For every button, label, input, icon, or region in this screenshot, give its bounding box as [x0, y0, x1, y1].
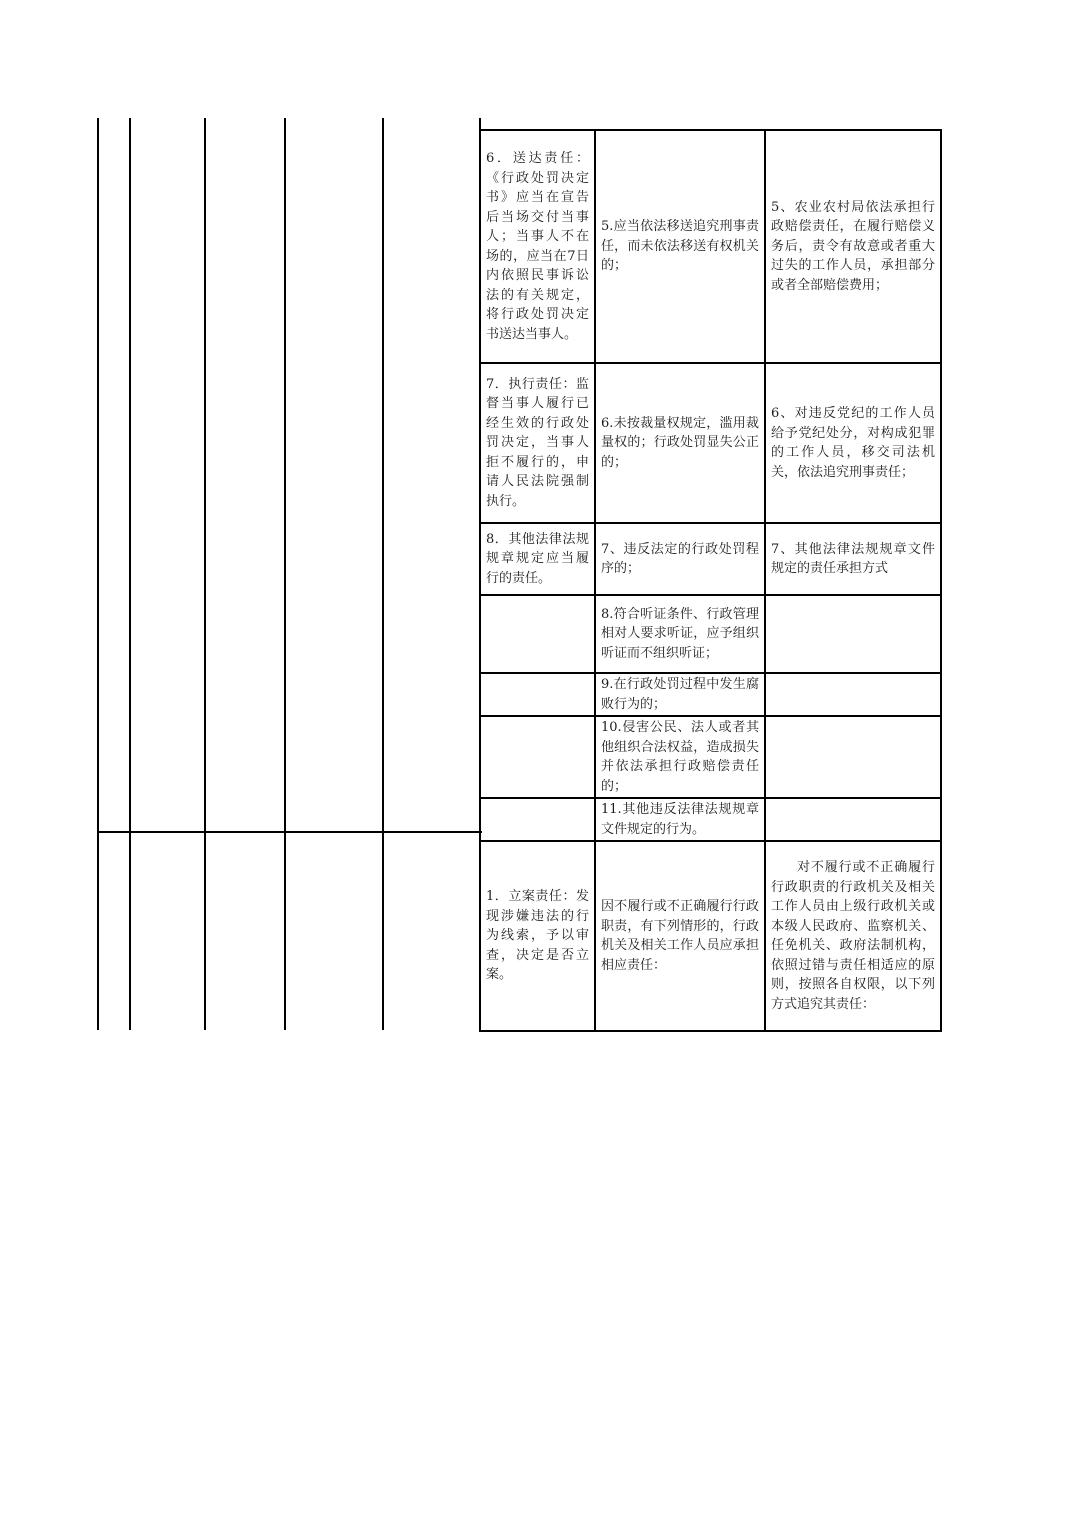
duty-cell: 6．送达责任：《行政处罚决定书》应当在宣告后当场交付当事人；当事人不在场的，应当在7日内依照民事诉讼法的有关规定，将行政处罚决定书送达当事人。 [480, 130, 595, 363]
empty-duty-cell [480, 673, 595, 716]
misconduct-situation-cell: 9.在行政处罚过程中发生腐败行为的； [595, 673, 765, 716]
table-row [480, 841, 941, 1031]
misconduct-situation-cell: 8.符合听证条件、行政管理相对人要求听证，应予组织听证而不组织听证； [595, 595, 765, 673]
left-grid-line-1 [97, 118, 99, 1030]
duty-cell: 1．立案责任：发现涉嫌违法的行为线索，予以审查，决定是否立案。 [480, 841, 595, 1031]
empty-accountability-cell [765, 716, 941, 798]
empty-duty-cell [480, 798, 595, 841]
left-grid-line-3 [204, 118, 206, 1030]
accountability-method-cell: 7、其他法律法规规章文件规定的责任承担方式 [765, 523, 941, 595]
empty-duty-cell [480, 716, 595, 798]
table-row [480, 523, 941, 595]
accountability-method-cell: 6、对违反党纪的工作人员给予党纪处分，对构成犯罪的工作人员，移交司法机关，依法追究刑事责任； [765, 363, 941, 523]
duty-cell: 7．执行责任：监督当事人履行已经生效的行政处罚决定，当事人拒不履行的，申请人民法院强制执行。 [480, 363, 595, 523]
duty-cell: 8．其他法律法规规章规定应当履行的责任。 [480, 523, 595, 595]
empty-accountability-cell [765, 595, 941, 673]
misconduct-situation-cell: 7、违反法定的行政处罚程序的； [595, 523, 765, 595]
left-grid-line-2 [129, 118, 131, 1030]
accountability-method-cell: 5、农业农村局依法承担行政赔偿责任，在履行赔偿义务后，责令有故意或者重大过失的工作人员，承担部分或者全部赔偿费用； [765, 130, 941, 363]
table-row [480, 798, 941, 841]
table-row [480, 716, 941, 798]
table-row [480, 130, 941, 363]
responsibility-table [479, 129, 942, 1032]
misconduct-situation-cell: 6.未按裁量权规定，滥用裁量权的；行政处罚显失公正的； [595, 363, 765, 523]
table-row [480, 673, 941, 716]
misconduct-situation-cell: 11.其他违反法律法规规章文件规定的行为。 [595, 798, 765, 841]
left-grid-line-5 [382, 118, 384, 1030]
table-row [480, 595, 941, 673]
misconduct-situation-cell: 10.侵害公民、法人或者其他组织合法权益，造成损失并依法承担行政赔偿责任的； [595, 716, 765, 798]
empty-accountability-cell [765, 798, 941, 841]
left-grid-line-4 [284, 118, 286, 1030]
accountability-method-cell: 对不履行或不正确履行行政职责的行政机关及相关工作人员由上级行政机关或本级人民政府、监察机关、任免机关、政府法制机构，依照过错与责任相适应的原则，按照各自权限，以下列方式追究其责任： [765, 841, 941, 1031]
empty-duty-cell [480, 595, 595, 673]
empty-accountability-cell [765, 673, 941, 716]
row-group-divider [97, 831, 482, 833]
misconduct-situation-cell: 因不履行或不正确履行行政职责，有下列情形的，行政机关及相关工作人员应承担相应责任： [595, 841, 765, 1031]
misconduct-situation-cell: 5.应当依法移送追究刑事责任，而未依法移送有权机关的； [595, 130, 765, 363]
table-row [480, 363, 941, 523]
